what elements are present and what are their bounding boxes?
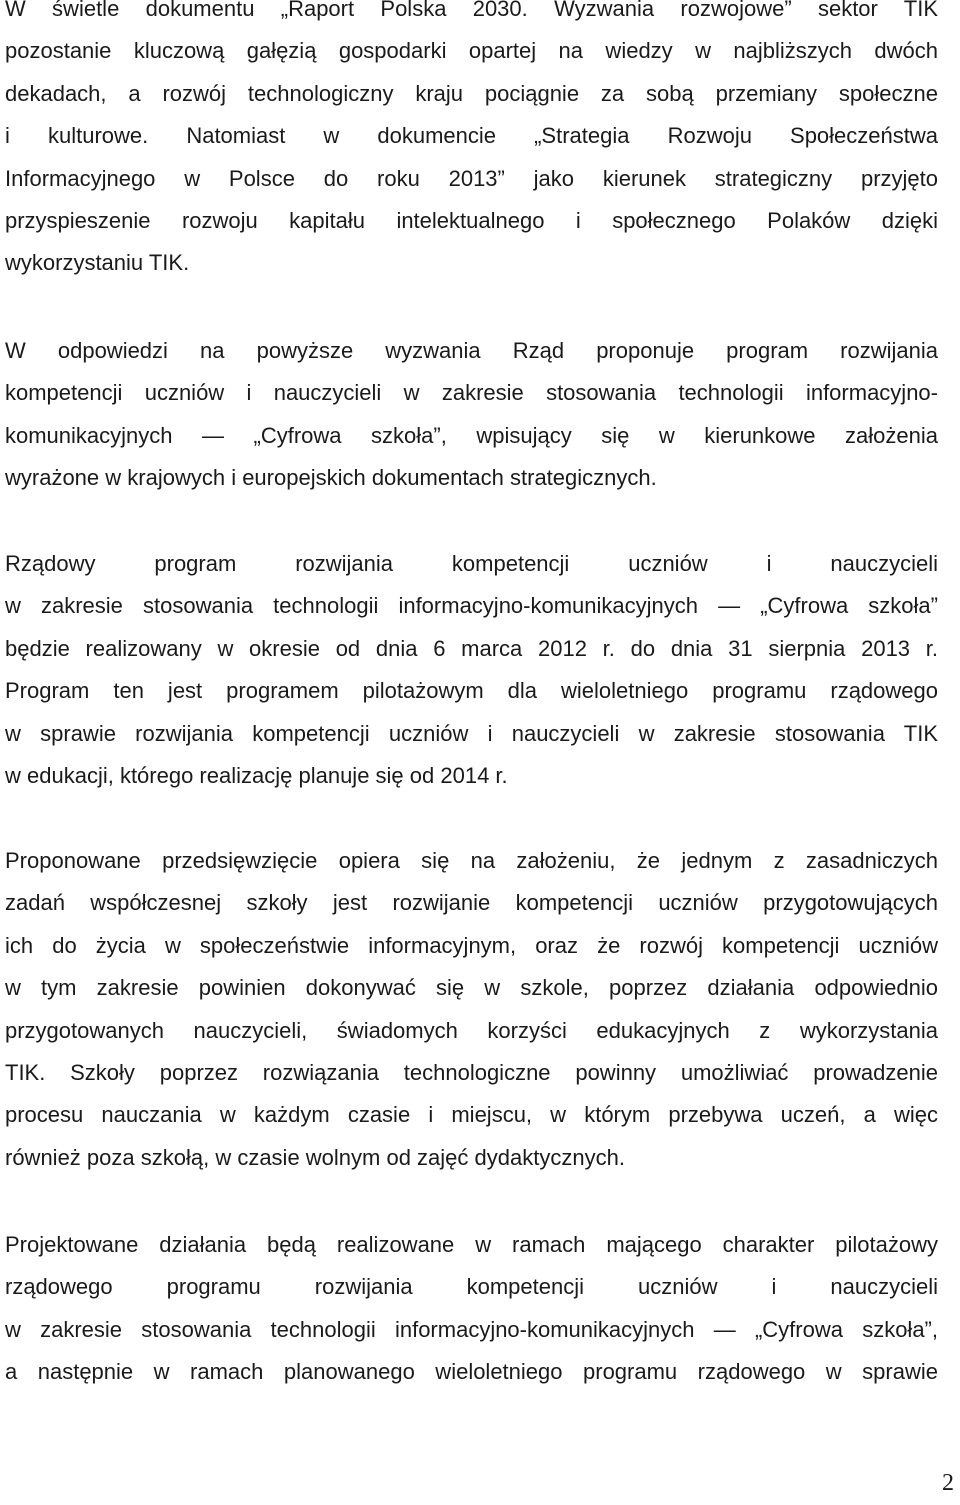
paragraph-line: kompetencji uczniów i nauczycieli w zakresie stosowania technologii informacyjno- [5,380,938,406]
paragraph-line: również poza szkołą, w czasie wolnym od zajęć dydaktycznych. [5,1144,625,1170]
paragraph-line: i kulturowe. Natomiast w dokumencie „Strategia Rozwoju Społeczeństwa [5,123,938,149]
paragraph-line: W odpowiedzi na powyższe wyzwania Rząd proponuje program rozwijania [5,338,938,363]
paragraph-3 [5,543,938,797]
paragraph-1 [5,0,938,285]
paragraph-line: wykorzystaniu TIK. [5,250,190,276]
paragraph-line: Informacyjnego w Polsce do roku 2013” jako kierunek strategiczny przyjęto [5,165,938,191]
paragraph-line: w tym zakresie powinien dokonywać się w szkole, poprzez działania odpowiednio [5,975,938,1001]
paragraph-line: procesu nauczania w każdym czasie i miejscu, w którym przebywa uczeń, a więc [5,1102,938,1128]
paragraph-line: W świetle dokumentu „Raport Polska 2030. Wyzwania rozwojowe” sektor TIK [5,0,938,21]
paragraph-line: komunikacyjnych — „Cyfrowa szkoła”, wpisujący się w kierunkowe założenia [5,422,938,448]
paragraph-2 [5,330,938,500]
paragraph-line: Projektowane działania będą realizowane w ramach mającego charakter pilotażowy [5,1232,938,1257]
paragraph-line: wyrażone w krajowych i europejskich dokumentach strategicznych. [5,465,657,491]
paragraph-line: w zakresie stosowania technologii informacyjno-komunikacyjnych — „Cyfrowa szkoła” [5,593,938,619]
paragraph-4 [5,840,938,1179]
paragraph-line: a następnie w ramach planowanego wieloletniego programu rządowego w sprawie [5,1359,938,1385]
paragraph-line: w sprawie rozwijania kompetencji uczniów i nauczycieli w zakresie stosowania TIK [5,720,938,746]
paragraph-line: ich do życia w społeczeństwie informacyjnym, oraz że rozwój kompetencji uczniów [5,932,938,958]
paragraph-line: dekadach, a rozwój technologiczny kraju pociągnie za sobą przemiany społeczne [5,80,938,106]
paragraph-line: pozostanie kluczową gałęzią gospodarki opartej na wiedzy w najbliższych dwóch [5,38,938,64]
paragraph-line: w edukacji, którego realizację planuje się od 2014 r. [5,762,508,788]
paragraph-line: przyspieszenie rozwoju kapitału intelektualnego i społecznego Polaków dzięki [5,207,938,233]
paragraph-line: w zakresie stosowania technologii informacyjno-komunikacyjnych — „Cyfrowa szkoła”, [5,1316,938,1342]
paragraph-line: zadań współczesnej szkoły jest rozwijanie kompetencji uczniów przygotowujących [5,890,938,916]
paragraph-line: przygotowanych nauczycieli, świadomych korzyści edukacyjnych z wykorzystania [5,1017,938,1043]
paragraph-line: Proponowane przedsięwzięcie opiera się na założeniu, że jednym z zasadniczych [5,848,938,873]
paragraph-line: TIK. Szkoły poprzez rozwiązania technologiczne powinny umożliwiać prowadzenie [5,1059,938,1085]
paragraph-line: Rządowy program rozwijania kompetencji uczniów i nauczycieli [5,551,938,576]
paragraph-line: rządowego programu rozwijania kompetencji uczniów i nauczycieli [5,1274,938,1300]
page-number: 2 [942,1470,954,1496]
paragraph-5 [5,1224,938,1394]
paragraph-line: będzie realizowany w okresie od dnia 6 marca 2012 r. do dnia 31 sierpnia 2013 r. [5,635,938,661]
paragraph-line: Program ten jest programem pilotażowym dla wieloletniego programu rządowego [5,678,938,704]
